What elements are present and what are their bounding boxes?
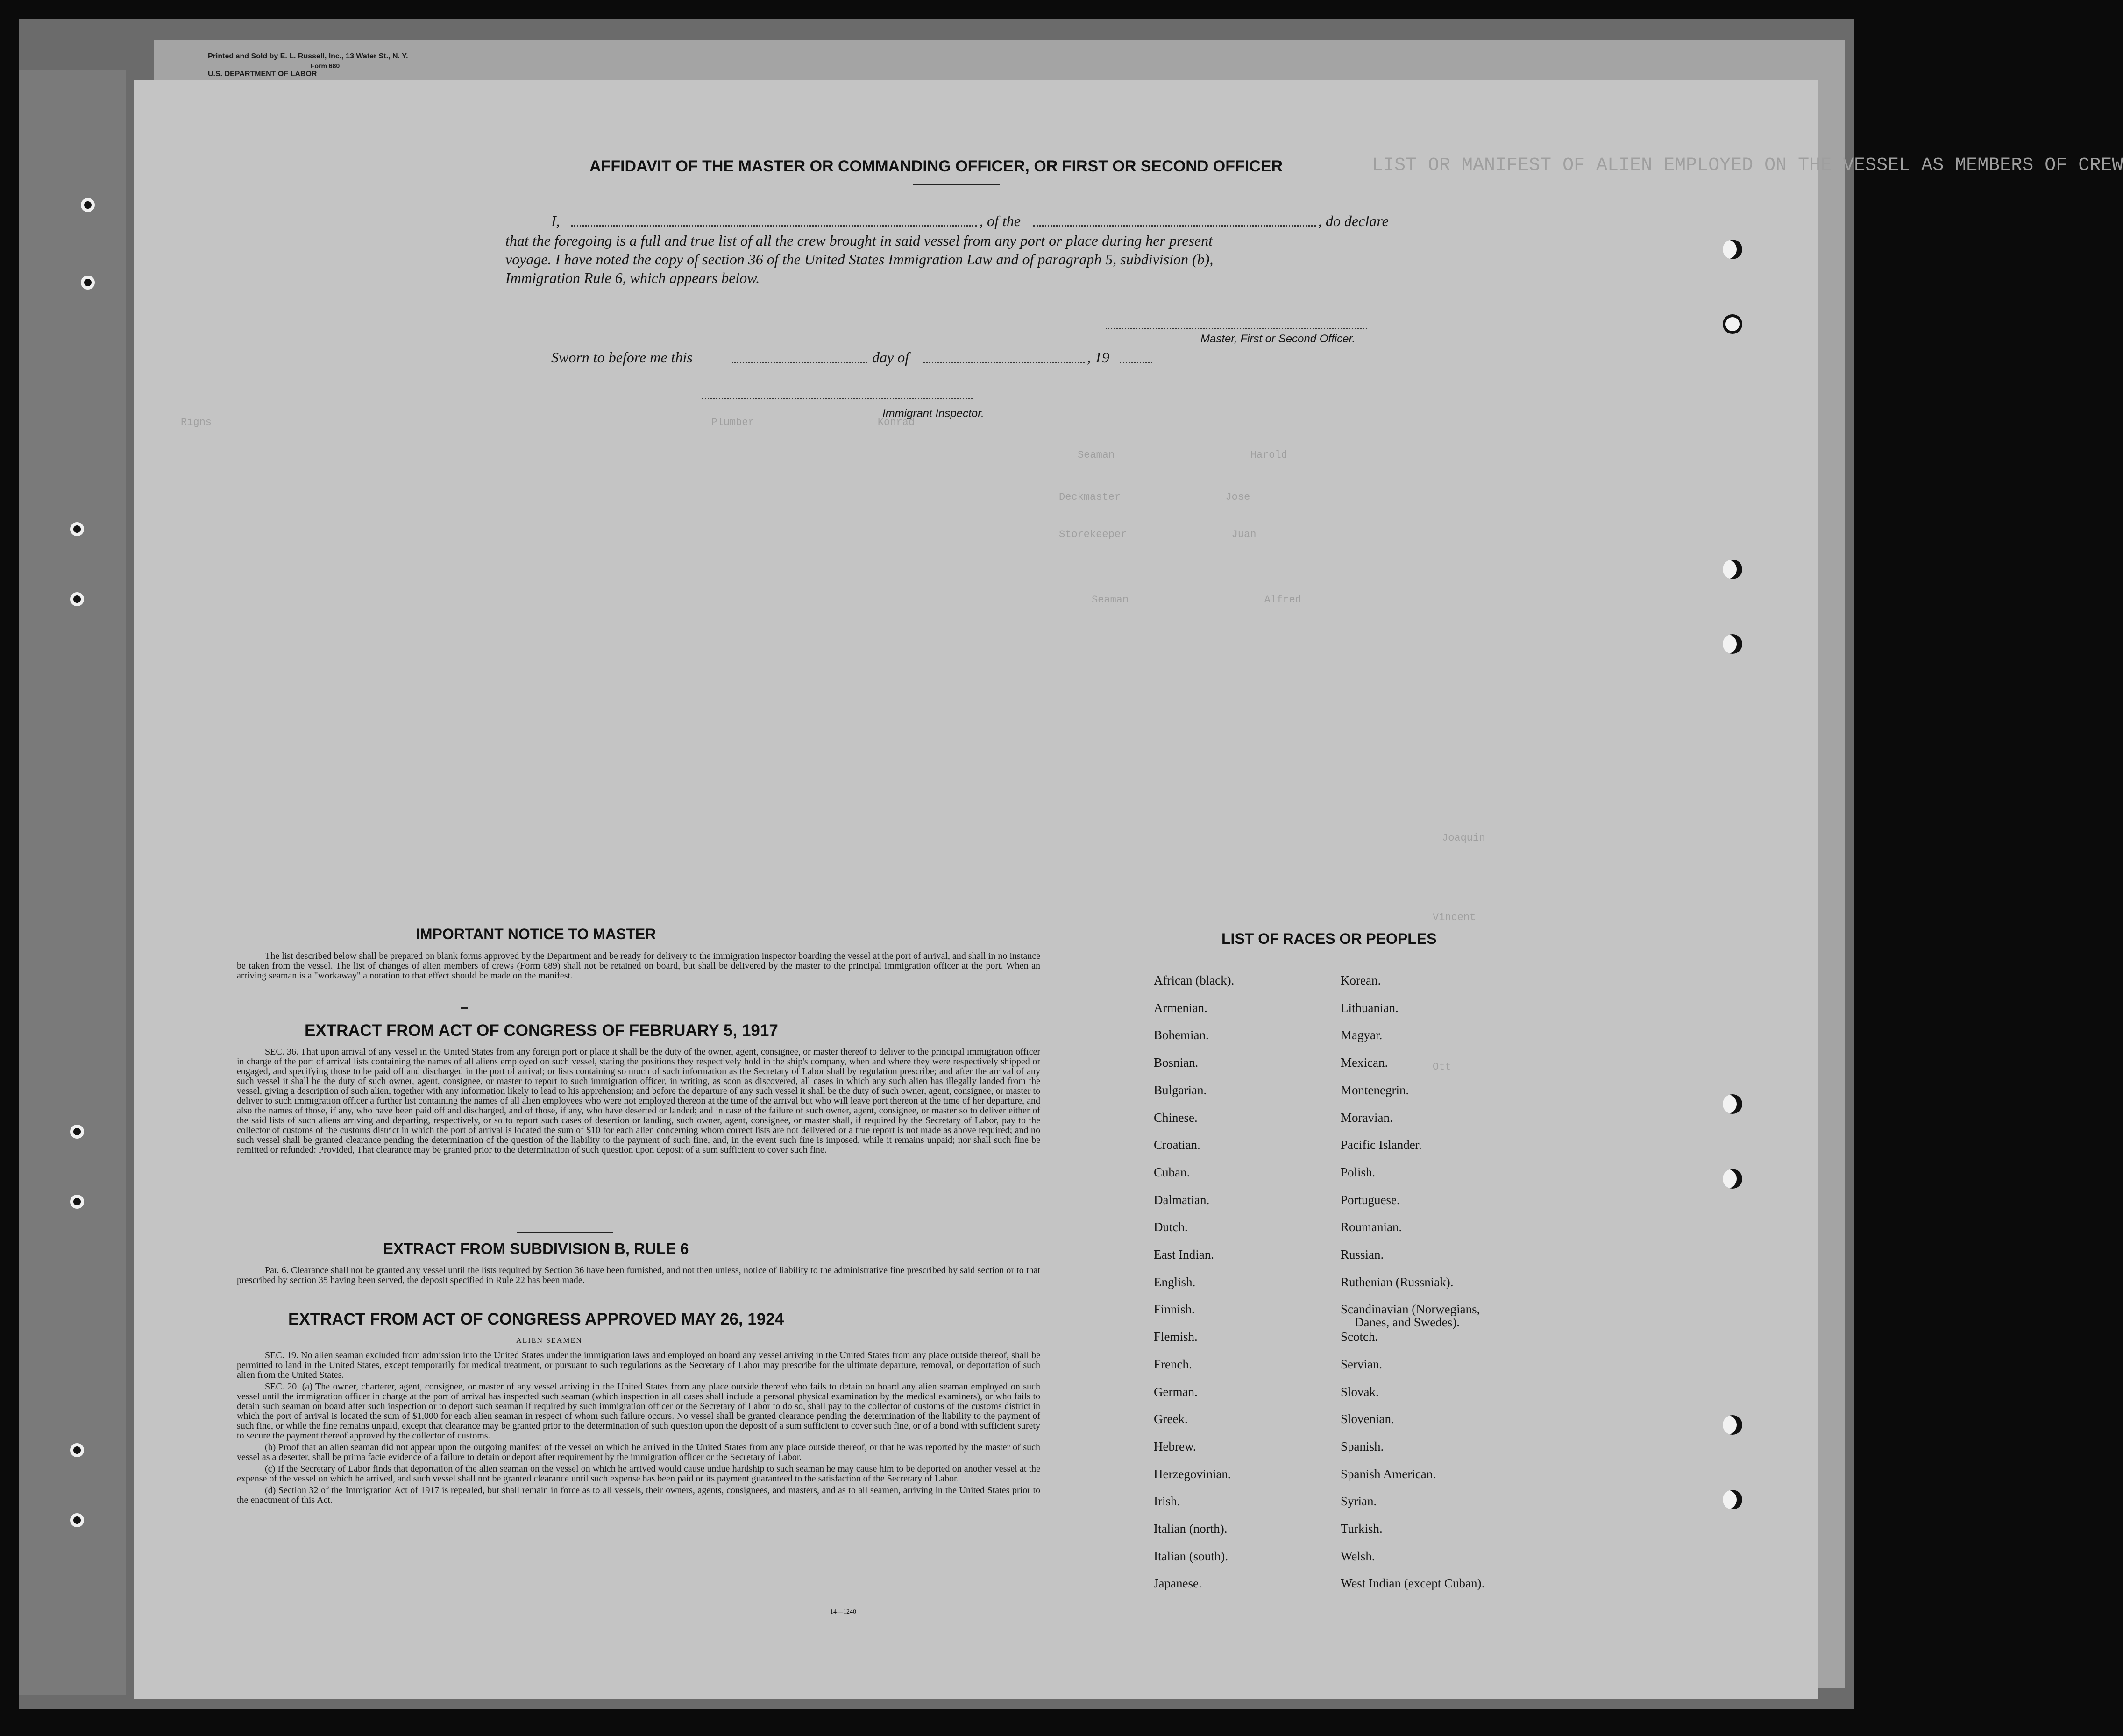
races-title: LIST OF RACES OR PEOPLES (1221, 930, 1437, 947)
race-item: Korean. (1341, 973, 1381, 987)
declarant-label: I, (551, 213, 560, 229)
race-item: Slovenian. (1341, 1412, 1394, 1426)
affidavit-text-line3: voyage. I have noted the copy of section 36 of the United States Immigration Law and of paragraph 5, subdivision (b), (505, 251, 1214, 268)
punch-hole (1723, 560, 1742, 579)
sec20b-text: (b) Proof that an alien seaman did not appear upon the outgoing manifest of the vessel on which he arrived in the United States from any place outside thereof, or that he was reported by the master of such vessel as a deserter, shall be prima facie evidence of a failure to detain or deport after requirement by the immigration officer or the Secretary of Labor. (237, 1442, 1040, 1462)
race-item: Mexican. (1341, 1056, 1388, 1070)
race-item: Dalmatian. (1154, 1193, 1210, 1207)
affidavit-text-line4: Immigration Rule 6, which appears below. (505, 269, 760, 286)
race-item: Greek. (1154, 1412, 1188, 1426)
race-item: Pacific Islander. (1341, 1138, 1422, 1152)
binder-hole (81, 198, 95, 212)
race-item: Hebrew. (1154, 1439, 1196, 1453)
race-item: Bohemian. (1154, 1028, 1209, 1042)
do-declare-label: , do declare (1318, 213, 1389, 229)
race-item: East Indian. (1154, 1247, 1214, 1261)
race-item: Japanese. (1154, 1576, 1202, 1590)
race-item: Moravian. (1341, 1111, 1393, 1125)
race-item: French. (1154, 1357, 1192, 1371)
binder-hole (70, 522, 84, 536)
race-item: Irish. (1154, 1494, 1180, 1508)
race-item: English. (1154, 1275, 1196, 1289)
sec20c-text: (c) If the Secretary of Labor finds that deportation of the alien seaman on the vessel on which he arrived would cause undue hardship to such seaman he may cause him to be deported on another vessel at the expense of the vessel on which he arrived, and such vessel shall not be granted clearance until such expense has been paid or its payment guaranteed to the satisfaction of the Secretary of Labor. (237, 1464, 1040, 1484)
punch-hole (1723, 240, 1742, 259)
race-item: Russian. (1341, 1247, 1384, 1261)
affidavit-text-line2: that the foregoing is a full and true list of all the crew brought in said vessel from any port or place during her present (505, 232, 1213, 249)
race-item: Bosnian. (1154, 1056, 1199, 1070)
race-item: Slovak. (1341, 1385, 1379, 1399)
race-item: Roumanian. (1341, 1220, 1402, 1234)
extract-1924-title: EXTRACT FROM ACT OF CONGRESS APPROVED MAY 26, 1924 (288, 1310, 784, 1328)
master-signature-label: Master, First or Second Officer. (1200, 333, 1356, 345)
race-item: Italian (north). (1154, 1522, 1228, 1536)
punch-hole (1723, 314, 1742, 334)
race-scandinavian-cont: Danes, and Swedes). (1355, 1315, 1460, 1329)
punch-hole (1723, 1169, 1742, 1189)
sworn-label: Sworn to before me this (551, 349, 693, 366)
race-item: Scotch. (1341, 1330, 1378, 1344)
punch-hole (1723, 1490, 1742, 1509)
form-number: Form 680 (311, 62, 340, 70)
year-label: , 19 (1087, 349, 1109, 366)
race-item: African (black). (1154, 973, 1235, 987)
sworn-year-field[interactable] (1120, 362, 1152, 363)
notice-rule (461, 1007, 468, 1009)
race-item: West Indian (except Cuban). (1341, 1576, 1485, 1590)
binder-hole (70, 1195, 84, 1209)
race-item: Scandinavian (Norwegians, (1341, 1302, 1480, 1316)
punch-hole (1723, 634, 1742, 654)
race-item: Flemish. (1154, 1330, 1198, 1344)
printer-line: Printed and Sold by E. L. Russell, Inc., 13 Water St., N. Y. (208, 52, 408, 60)
sec19-text: SEC. 19. No alien seaman excluded from admission into the United States under the immigration laws and employed on board any vessel arriving in the United States from any place outside thereof, shall be permitted to land in the United States, except temporarily for medical treatment, or pursuant to such regulations as the Secretary of Labor may prescribe for the ultimate departure, removal, or deportation of such alien from the United States. (237, 1350, 1040, 1380)
affidavit-title: AFFIDAVIT OF THE MASTER OR COMMANDING OFFICER, OR FIRST OR SECOND OFFICER (589, 157, 1283, 175)
binder-hole (70, 592, 84, 606)
race-item: Chinese. (1154, 1111, 1198, 1125)
rule6-title: EXTRACT FROM SUBDIVISION B, RULE 6 (383, 1240, 689, 1257)
race-item: Magyar. (1341, 1028, 1383, 1042)
punch-hole (1723, 1094, 1742, 1114)
extract-1917-rule (517, 1232, 613, 1233)
vessel-of-label: , of the (980, 213, 1021, 229)
master-signature-field[interactable] (1106, 328, 1367, 329)
notice-title: IMPORTANT NOTICE TO MASTER (416, 926, 656, 942)
race-item: Portuguese. (1341, 1193, 1400, 1207)
form-code: 14—1240 (830, 1608, 856, 1616)
race-item: Welsh. (1341, 1549, 1375, 1563)
inspector-signature-field[interactable] (702, 398, 973, 399)
race-item: Syrian. (1341, 1494, 1377, 1508)
declarant-name-field[interactable] (571, 225, 977, 227)
rule6-text: Par. 6. Clearance shall not be granted any vessel until the lists required by Section 36 have been furnished, and not then unless, notice of liability to the administrative fine prescribed by said section or to that prescribed by section 35 having been served, the deposit specified in Rule 22 has been made. (237, 1265, 1040, 1285)
race-item: Lithuanian. (1341, 1001, 1399, 1015)
race-item: Italian (south). (1154, 1549, 1228, 1563)
sworn-day-field[interactable] (732, 362, 867, 363)
race-item: Turkish. (1341, 1522, 1383, 1536)
race-item: Ruthenian (Russniak). (1341, 1275, 1454, 1289)
race-item: Servian. (1341, 1357, 1383, 1371)
race-item: Armenian. (1154, 1001, 1207, 1015)
race-item: Finnish. (1154, 1302, 1195, 1316)
binder-hole (70, 1443, 84, 1457)
race-item: Croatian. (1154, 1138, 1200, 1152)
sworn-month-field[interactable] (923, 362, 1085, 363)
affidavit-page: LIST OR MANIFEST OF ALIEN EMPLOYED ON THE VESSEL AS MEMBERS OF CREW Rigns Plumber Konrad Seaman Harold Deckmaster Jose Storekeeper Juan Seaman Alfred Joaquin Vincent Ott AFFIDAVIT OF THE MASTER OR COMMANDING OFFICER, OR FIRST OR SECOND OFFICER I, , of the , do declare that the foregoing is a full and true list of all the crew brought in said vessel from any port or place during her present voyage. I have noted the copy of section 36 of the United States Immigration Law and of paragraph 5, subdivision (b), Immigration Rule 6, which appears below. Master, First or Second Officer. Sworn to before me this day of , 19 Immigrant Inspector. IMPORTANT NOTICE TO MASTER The list described below shall be prepared on blank forms approved by the Department and be ready for delivery to the immigration inspector boarding the vessel at the port of arrival, and shall in no instance be taken from the vessel. The list of changes of alien members of crews (Form 689) shall not be retained on board, but shall be delivered by the master to the principal immigration officer at the port. When an arriving seaman is a "workaway" a notation to that effect should be made on the manifest. EXTRACT FROM ACT OF CONGRESS OF FEBRUARY 5, 1917 SEC. 36. That upon arrival of any vessel in the United States from any foreign port or place it shall be the duty of the owner, agent, consignee, or master thereof to deliver to the principal immigration officer in charge of the port of arrival lists containing the names of all aliens employed on such vessel, stating the positions they respectively hold in the ship's company, when and where they were respectively shipped or engaged, and specifying those to be paid off and discharged in the port of arrival; or lists containing so much of such information as the Secretary of Labor shall by regulation prescribe; and after the arrival of any such vessel it shall be the duty of such owner, agent, consignee, or master to report to such immigration officer, in writing, as soon as discovered, all cases in which any such alien has illegally landed from the vessel, giving a description of such alien, together with any information likely to lead to his apprehension; and before the departure of any such vessel it shall be the duty of such owner, agent, consignee, or master to deliver to such immigration officer a further list containing the names of all alien employees who were not employed thereon at the time of the arrival but who will leave port thereon at the time of her departure, and also the names of those, if any, who have been paid off and discharged, and of those, if any, who have deserted or landed; and in case of the failure of such owner, agent, consignee, or master so to deliver either of the said lists of such aliens arriving and departing, respectively, or so to report such cases of desertion or landing, such owner, agent, consignee, or master shall, if required by the Secretary of Labor, pay to the collector of customs of the customs district in which the port of arrival is located the sum of $10 for each alien concerning whom correct lists are not delivered or a true report is not made as above required; and no such vessel shall be granted clearance pending the determination of the question of the liability to the payment of such fine, and, in the event such fine is imposed, while it remains unpaid; nor shall such fine be remitted or refunded: Provided, That clearance may be granted prior to the determination of such question upon deposit of a sum sufficient to cover such fine. EXTRACT FROM SUBDIVISION B, RULE 6 Par. 6. Clearance shall not be granted any vessel until the lists required by Section 36 have been furnished, and not then unless, notice of liability to the administrative fine prescribed by said section or to that prescribed by section 35 having been served, the deposit specified in Rule 22 has been made. EXTRACT FROM ACT OF CONGRESS APPROVED MAY 26, 1924 ALIEN SEAMEN SEC. 19. No alien seaman excluded from admission into the United States under the immigration laws and employed on board any vessel arriving in the United States from any place outside thereof, shall be permitted to land in the United States, except temporarily for medical treatment, or pursuant to such regulations as the Secretary of Labor may prescribe for the ultimate departure, removal, or deportation of such alien from the United States. SEC. 20. (a) The owner, charterer, agent, consignee, or master of any vessel arriving in the United States from any place outside thereof who fails to detain on board any alien seaman employed on such vessel until the immigration officer in charge at the port of arrival has inspected such seaman (which inspection in all cases shall include a personal physical examination by the medical examiners), or who fails to detain such seaman on board after such inspection or to deport such seaman if required by such immigration officer or the Secretary of Labor to do so, shall pay to the collector of customs of the customs district in which the port of arrival is located the sum of $1,000 for each alien seaman in respect of whom such failure occurs. No vessel shall be granted clearance pending the determination of the liability to the payment of such fine, or while the fine remains unpaid, except that clearance may be granted prior to the determination of such question upon the deposit of a sum sufficient to cover such fine, or of a bond with sufficient surety to secure the payment thereof approved by the collector of customs. (b) Proof that an alien seaman did not appear upon the outgoing manifest of the vessel on which he arrived in the United States from any place outside thereof, or that he was reported by the master of such vessel as a deserter, shall be prima facie evidence of a failure to detain or deport after requirement by the immigration officer or the Secretary of Labor. (c) If the Secretary of Labor finds that deportation of the alien seaman on the vessel on which he arrived would cause undue hardship to such seaman he may cause him to be deported on another vessel at the expense of the vessel on which he arrived, and such vessel shall not be granted clearance until such expense has been paid or its payment guaranteed to the satisfaction of the Secretary of Labor. (d) Section 32 of the Immigration Act of 1917 is repealed, but shall remain in force as to all vessels, their owners, agents, consignees, and masters, and as to all seamen, arriving in the United States prior to the enactment of this Act. 14—1240 LIST OF RACES OR PEOPLES Danes, and Swedes). African (black). Armenian. Bohemian. Bosnian. Bulgarian. Chinese. Croatian. Cuban. Dalmatian. Dutch. East Indian. English. Finnish. Flemish. French. German. Greek. Hebrew. Herzegovinian. Irish. Italian (north). Italian (south). Japanese. Korean. Lithuanian. Magyar. Mexican. Montenegrin. Moravian. Pacific Islander. Polish. Portuguese. Roumanian. Russian. Ruthenian (Russniak). Scandinavian (Norwegians, Scotch. Servian. Slovak. Slovenian. Spanish. Spanish American. Syrian. Turkish. Welsh. West Indian (except Cuban). (134, 80, 1818, 1699)
binder-hole (81, 276, 95, 290)
race-item: Montenegrin. (1341, 1083, 1409, 1097)
sec20d-text: (d) Section 32 of the Immigration Act of 1917 is repealed, but shall remain in force as to all vessels, their owners, agents, consignees, and masters, and as to all seamen, arriving in the United States prior to the enactment of this Act. (237, 1485, 1040, 1505)
vessel-name-field[interactable] (1033, 225, 1316, 227)
sec20a-text: SEC. 20. (a) The owner, charterer, agent, consignee, or master of any vessel arriving in the United States from any place outside thereof who fails to detain on board any alien seaman employed on such vessel until the immigration officer in charge at the port of arrival has inspected such seaman (which inspection in all cases shall include a personal physical examination by the medical examiners), or who fails to detain such seaman on board after such inspection or to deport such seaman if required by such immigration officer or the Secretary of Labor to do so, shall pay to the collector of customs of the customs district in which the port of arrival is located the sum of $1,000 for each alien seaman in respect of whom such failure occurs. No vessel shall be granted clearance pending the determination of the liability to the payment of such fine, or while the fine remains unpaid, except that clearance may be granted prior to the determination of such question upon the deposit of a sum sufficient to cover such fine, or of a bond with sufficient surety to secure the payment thereof approved by the collector of customs. (237, 1382, 1040, 1441)
extract-1917-text: SEC. 36. That upon arrival of any vessel in the United States from any foreign port or place it shall be the duty of the owner, agent, consignee, or master thereof to deliver to the principal immigration officer in charge of the port of arrival lists containing the names of all aliens employed on such vessel, stating the positions they respectively hold in the ship's company, when and where they were respectively shipped or engaged, and specifying those to be paid off and discharged in the port of arrival; or lists containing so much of such information as the Secretary of Labor shall by regulation prescribe; and after the arrival of any such vessel it shall be the duty of such owner, agent, consignee, or master to report to such immigration officer, in writing, as soon as discovered, all cases in which any such alien has illegally landed from the vessel, giving a description of such alien, together with any information likely to lead to his apprehension; and before the departure of any such vessel it shall be the duty of such owner, agent, consignee, or master to deliver to such immigration officer a further list containing the names of all alien employees who were not employed thereon at the time of the arrival but who will leave port thereon at the time of her departure, and also the names of those, if any, who have been paid off and discharged, and of those, if any, who have deserted or landed; and in case of the failure of such owner, agent, consignee, or master so to deliver either of the said lists of such aliens arriving and departing, respectively, or so to report such cases of desertion or landing, such owner, agent, consignee, or master shall, if required by the Secretary of Labor, pay to the collector of customs of the customs district in which the port of arrival is located the sum of $10 for each alien concerning whom correct lists are not delivered or a true report is not made as above required; and no such vessel shall be granted clearance pending the determination of the question of the liability to the payment of such fine, and, in the event such fine is imposed, while it remains unpaid; nor shall such fine be remitted or refunded: Provided, That clearance may be granted prior to the determination of such question upon deposit of a sum sufficient to cover such fine. (237, 1047, 1040, 1155)
race-item: Polish. (1341, 1165, 1376, 1179)
race-item: Bulgarian. (1154, 1083, 1207, 1097)
inspector-label: Immigrant Inspector. (882, 407, 984, 420)
race-item: Spanish. (1341, 1439, 1384, 1453)
race-item: Dutch. (1154, 1220, 1188, 1234)
alien-seamen-subtitle: ALIEN SEAMEN (516, 1337, 582, 1345)
binder-hole (70, 1513, 84, 1527)
race-item: Spanish American. (1341, 1467, 1436, 1481)
title-rule (913, 184, 1000, 185)
notice-text: The list described below shall be prepared on blank forms approved by the Department and be ready for delivery to the immigration inspector boarding the vessel at the port of arrival, and shall in no instance be taken from the vessel. The list of changes of alien members of crews (Form 689) shall not be retained on board, but shall be delivered by the master to the principal immigration officer at the port. When an arriving seaman is a "workaway" a notation to that effect should be made on the manifest. (237, 951, 1040, 981)
punch-hole (1723, 1415, 1742, 1435)
race-item: German. (1154, 1385, 1198, 1399)
binder-hole (70, 1125, 84, 1139)
day-of-label: day of (872, 349, 909, 366)
race-item: Herzegovinian. (1154, 1467, 1231, 1481)
department-label: U.S. DEPARTMENT OF LABOR (208, 70, 317, 78)
extract-1917-title: EXTRACT FROM ACT OF CONGRESS OF FEBRUARY 5, 1917 (305, 1021, 778, 1040)
race-item: Cuban. (1154, 1165, 1190, 1179)
